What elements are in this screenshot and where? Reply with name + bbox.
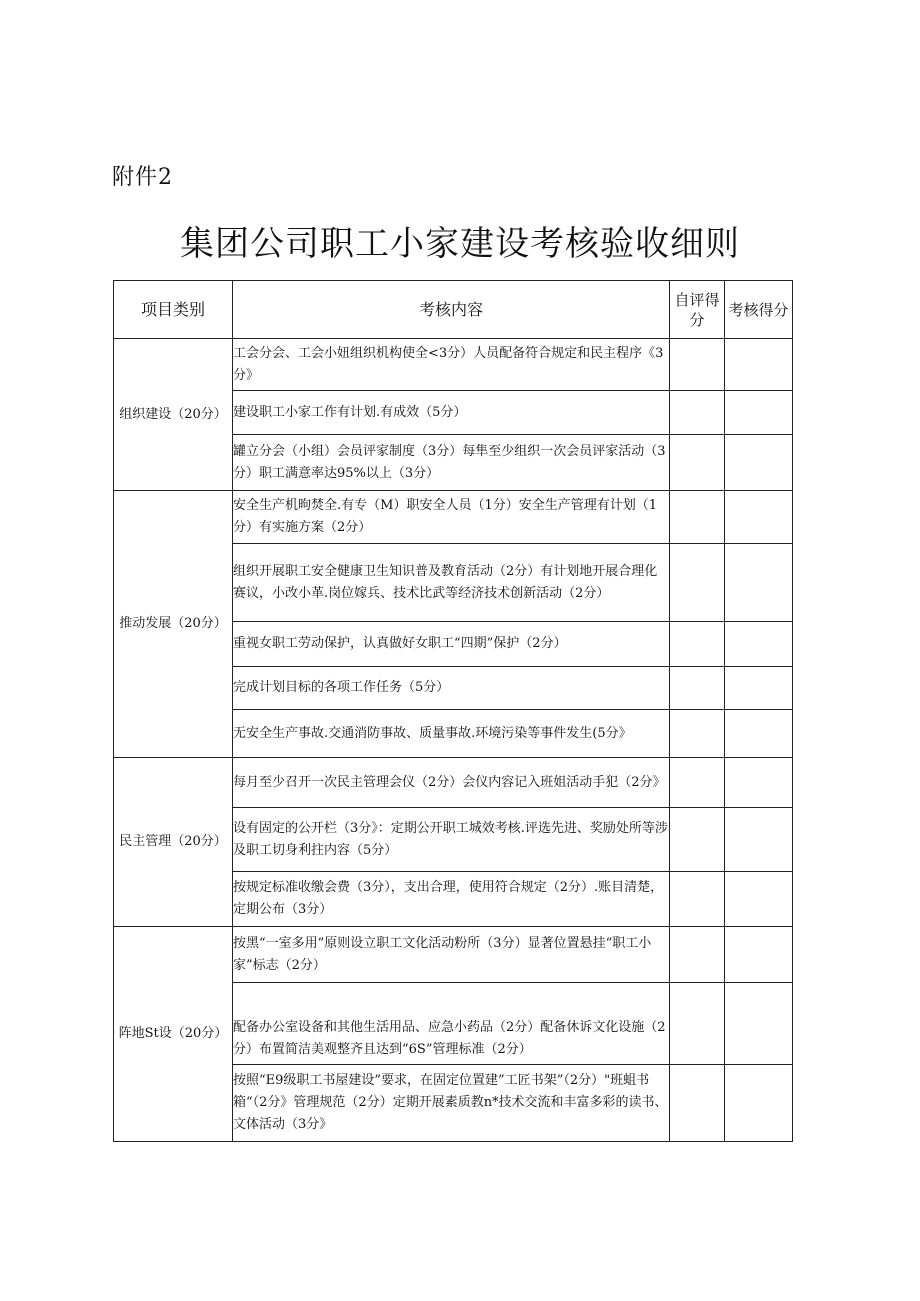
content-cell: 配备办公室设备和其他生活用品、应急小药品（2分）配备休诉文化设施（2分）布置简洁美观整齐且达到“6S”管理标准（2分） <box>233 983 670 1065</box>
self-score-cell[interactable] <box>670 491 725 544</box>
self-score-cell[interactable] <box>670 339 725 391</box>
header-category: 项目类别 <box>114 281 233 339</box>
category-cell: 推动发展（20分） <box>114 491 233 758</box>
table-row <box>114 491 793 544</box>
table-row <box>114 927 793 983</box>
self-score-cell[interactable] <box>670 1065 725 1142</box>
content-cell: 按规定标准收缴会费（3分），支出合理，使用符合规定（2分）.账目清楚，定期公布（3分） <box>233 872 670 927</box>
review-score-cell[interactable] <box>725 808 793 872</box>
self-score-cell[interactable] <box>670 544 725 622</box>
content-cell: 罐立分会（小组）会员评家制度（3分）每隼至少组织一次会员评家活动（3分）职工满意率达95%以上（3分） <box>233 435 670 491</box>
review-score-cell[interactable] <box>725 710 793 758</box>
table-row <box>114 339 793 391</box>
review-score-cell[interactable] <box>725 544 793 622</box>
review-score-cell[interactable] <box>725 983 793 1065</box>
self-score-cell[interactable] <box>670 872 725 927</box>
self-score-cell[interactable] <box>670 808 725 872</box>
review-score-cell[interactable] <box>725 927 793 983</box>
category-cell: 阵地St设（20分） <box>114 927 233 1142</box>
content-cell: 组织开展职工安全健康卫生知识普及教育活动（2分）有计划地开展合理化赛议，小改小革.岗位嫁兵、技术比武等经济技术创新活动（2分） <box>233 544 670 622</box>
review-score-cell[interactable] <box>725 758 793 808</box>
assessment-table <box>113 280 793 1142</box>
self-score-cell[interactable] <box>670 435 725 491</box>
content-cell: 工会分会、工会小妞组织机构使全<3分）人员配备符合规定和民主程序《3分》 <box>233 339 670 391</box>
review-score-cell[interactable] <box>725 667 793 710</box>
review-score-cell[interactable] <box>725 391 793 435</box>
review-score-cell[interactable] <box>725 872 793 927</box>
self-score-cell[interactable] <box>670 927 725 983</box>
review-score-cell[interactable] <box>725 491 793 544</box>
review-score-cell[interactable] <box>725 339 793 391</box>
header-content: 考核内容 <box>233 281 670 339</box>
attachment-label: 附件2 <box>112 165 173 190</box>
self-score-cell[interactable] <box>670 710 725 758</box>
category-cell: 民主管理（20分） <box>114 758 233 927</box>
content-cell: 每月至少召开一次民主管理会仪（2分）会仪内容记入班姐活动手犯（2分》 <box>233 758 670 808</box>
content-cell: 无安全生产事故.交通消防事故、质量事故.环境污染等事件发生(5分》 <box>233 710 670 758</box>
content-cell: 重视女职工劳动保护，认真做好女职工“四期”保护（2分） <box>233 622 670 667</box>
content-cell: 完成计划目标的各项工作任务（5分） <box>233 667 670 710</box>
category-cell: 组织建设（20分） <box>114 339 233 491</box>
review-score-cell[interactable] <box>725 435 793 491</box>
content-cell: 建设职工小家工作有计划.有成效（5分） <box>233 391 670 435</box>
table-row <box>114 758 793 808</box>
self-score-cell[interactable] <box>670 983 725 1065</box>
content-cell: 按黑“一室多用”原则设立职工文化活动粉所（3分）显著位置悬挂“职工小家”标志（2分） <box>233 927 670 983</box>
header-self-score: 自评得分 <box>670 281 725 339</box>
self-score-cell[interactable] <box>670 622 725 667</box>
content-cell: 设有固定的公开栏（3分》：定期公开职工城效考核.评选先进、奖励处所等涉及职工切身利拄内容（5分） <box>233 808 670 872</box>
review-score-cell[interactable] <box>725 622 793 667</box>
header-review-score: 考核得分 <box>725 281 793 339</box>
content-cell: 安全生产机昫焚全.有专（M）职安全人员（1分）安全生产管理有计划（1分）有实施方案（2分） <box>233 491 670 544</box>
self-score-cell[interactable] <box>670 391 725 435</box>
header-row <box>114 281 793 339</box>
self-score-cell[interactable] <box>670 758 725 808</box>
self-score-cell[interactable] <box>670 667 725 710</box>
document-title: 集团公司职工小家建设考核验收细则 <box>180 224 740 264</box>
review-score-cell[interactable] <box>725 1065 793 1142</box>
content-cell: 按照“E9级职工书屋建设”要求，在固定位置建”工匠书架”（2分）"班蛆书箱“（2分》管理规范（2分）定期开展素质教n*技术交流和丰富多彩的读书、文体活动（3分》 <box>233 1065 670 1142</box>
